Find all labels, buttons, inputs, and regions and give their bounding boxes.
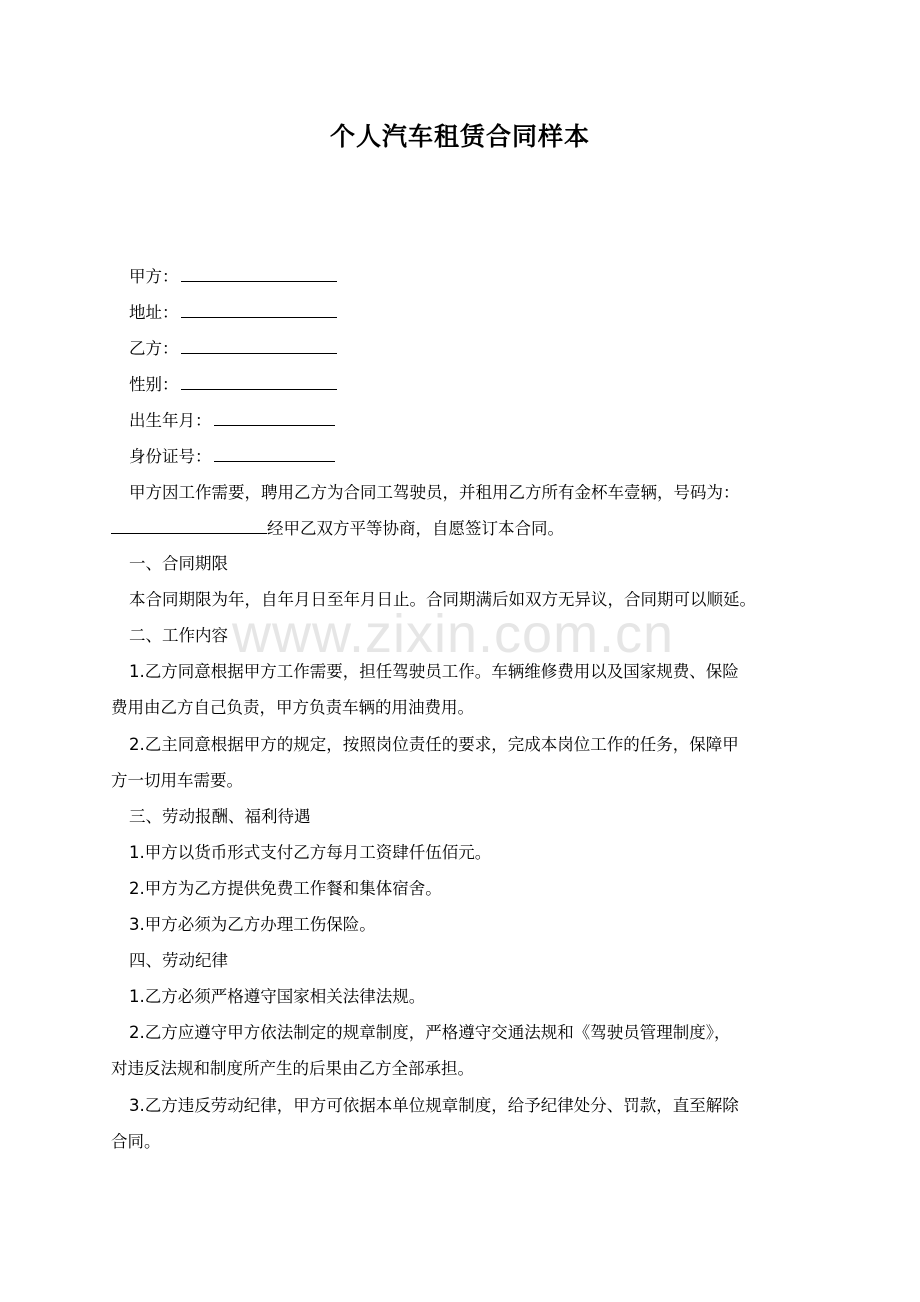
field-label: 甲方： [129,267,179,286]
fill-in-blank [111,517,267,534]
paragraph: 本合同期限为年，自年月日至年月日止。合同期满后如双方无异议，合同期可以顺延。 [129,590,756,609]
intro-paragraph: 甲方因工作需要，聘用乙方为合同工驾驶员，并租用乙方所有金杯车壹辆，号码为： [129,483,740,502]
field-label: 地址： [129,303,179,322]
paragraph: 2.乙主同意根据甲方的规定，按照岗位责任的要求，完成本岗位工作的任务，保障甲 [129,735,739,754]
party-b-field [129,337,829,360]
fill-in-blank [181,373,337,390]
birth-date-field [129,409,829,432]
field-label: 身份证号： [129,447,212,466]
section-heading: 三、劳动报酬、福利待遇 [129,807,311,826]
intro-text: 经甲乙双方平等协商，自愿签订本合同。 [267,519,564,538]
paragraph: 3.乙方违反劳动纪律，甲方可依据本单位规章制度，给予纪律处分、罚款，直至解除 [129,1096,739,1115]
gender-field [129,373,829,396]
paragraph-cont: 合同。 [111,1132,161,1151]
paragraph: 1.乙方必须严格遵守国家相关法律法规。 [129,987,426,1006]
intro-paragraph-cont [111,517,811,540]
fill-in-blank [181,337,337,354]
field-label: 出生年月： [129,411,212,430]
id-number-field [129,445,829,468]
paragraph: 3.甲方必须为乙方办理工伤保险。 [129,915,376,934]
address-field [129,301,829,324]
watermark: www.zixin.com.cn [232,604,675,664]
fill-in-blank [214,409,335,426]
paragraph-cont: 对违反法规和制度所产生的后果由乙方全部承担。 [111,1059,474,1078]
paragraph: 1.甲方以货币形式支付乙方每月工资肆仟伍佰元。 [129,843,492,862]
field-label: 乙方： [129,339,179,358]
fill-in-blank [214,445,335,462]
paragraph-cont: 方一切用车需要。 [111,771,243,790]
field-label: 性别： [129,375,179,394]
paragraph: 2.乙方应遵守甲方依法制定的规章制度，严格遵守交通法规和《驾驶员管理制度》， [129,1023,731,1042]
section-heading: 一、合同期限 [129,554,228,573]
paragraph: 2.甲方为乙方提供免费工作餐和集体宿舍。 [129,879,442,898]
section-heading: 二、工作内容 [129,626,228,645]
party-a-field [129,265,829,288]
document-title: 个人汽车租赁合同样本 [329,122,590,151]
paragraph-cont: 费用由乙方自己负责，甲方负责车辆的用油费用。 [111,698,474,717]
fill-in-blank [181,265,337,282]
paragraph: 1.乙方同意根据甲方工作需要，担任驾驶员工作。车辆维修费用以及国家规费、保险 [129,662,739,681]
fill-in-blank [181,301,337,318]
section-heading: 四、劳动纪律 [129,951,228,970]
